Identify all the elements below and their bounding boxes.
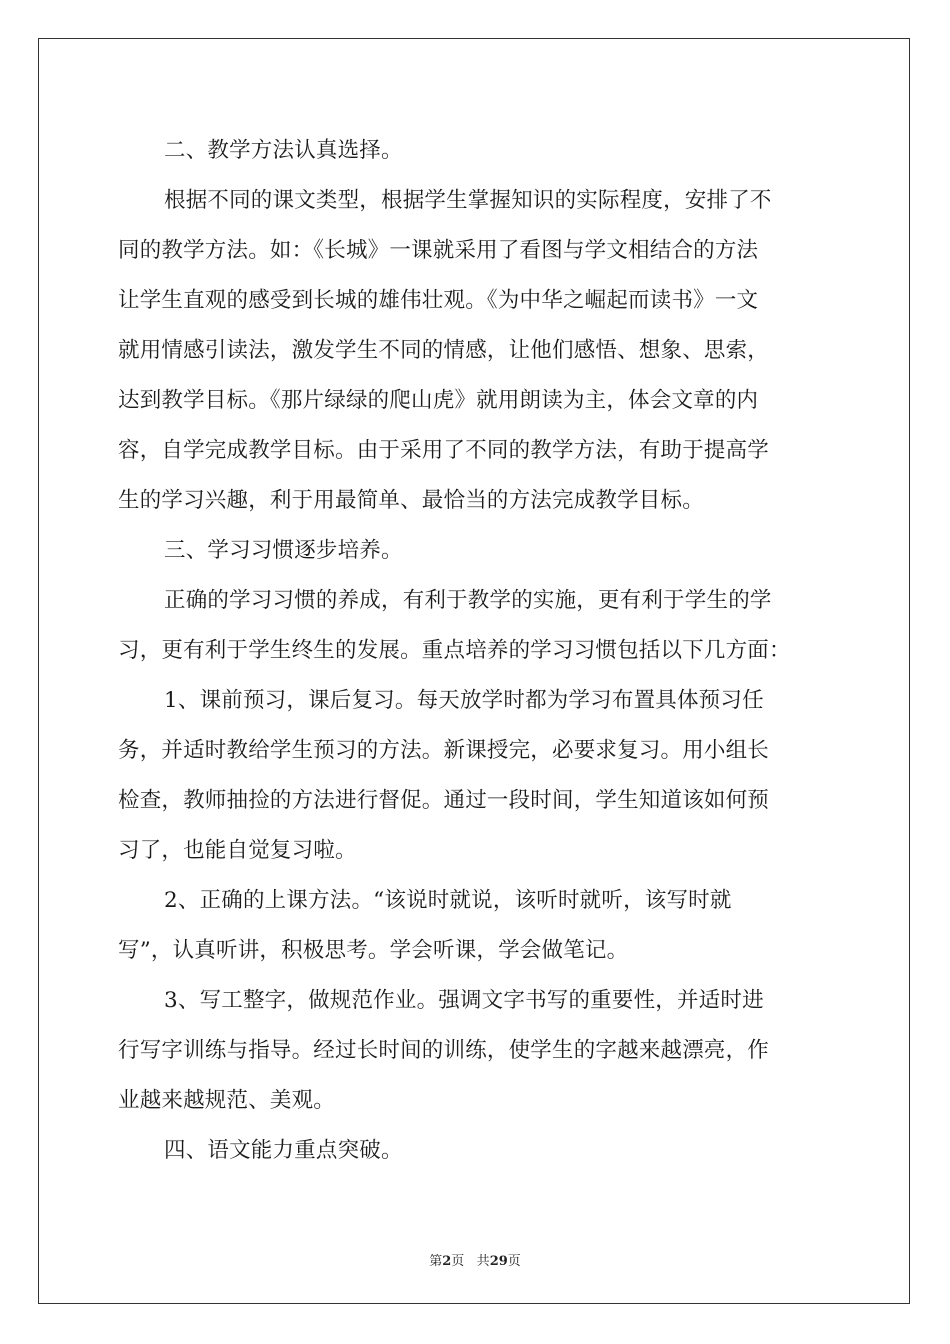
paragraph-line: 检查，教师抽捡的方法进行督促。通过一段时间，学生知道该如何预 <box>118 788 770 813</box>
paragraph-line: 行写字训练与指导。经过长时间的训练，使学生的字越来越漂亮，作 <box>118 1038 770 1063</box>
page-prefix: 第 <box>429 1254 443 1269</box>
page-number: 2 <box>442 1254 452 1269</box>
total-prefix: 共 <box>476 1254 490 1269</box>
paragraph-line: 就用情感引读法，激发学生不同的情感，让他们感悟、想象、思索， <box>118 338 770 363</box>
paragraph-line: 同的教学方法。如：《长城》一课就采用了看图与学文相结合的方法 <box>118 238 759 263</box>
paragraph-line: 务，并适时教给学生预习的方法。新课授完，必要求复习。用小组长 <box>118 738 770 763</box>
paragraph-line: 达到教学目标。《那片绿绿的爬山虎》就用朗读为主，体会文章的内 <box>118 388 759 413</box>
total-suffix: 页 <box>507 1254 521 1269</box>
heading-study-habits: 三、学习习惯逐步培养。 <box>164 538 403 563</box>
total-pages: 29 <box>489 1254 508 1269</box>
heading-teaching-methods: 二、教学方法认真选择。 <box>164 138 403 163</box>
paragraph-line: 正确的学习习惯的养成，有利于教学的实施，更有利于学生的学 <box>164 588 772 613</box>
list-item-3: 3、写工整字，做规范作业。强调文字书写的重要性，并适时进 <box>164 988 764 1013</box>
list-item-1: 1、课前预习，课后复习。每天放学时都为学习布置具体预习任 <box>164 688 764 713</box>
list-item-2: 2、正确的上课方法。“该说时就说，该听时就听，该写时就 <box>164 888 732 913</box>
paragraph-line: 根据不同的课文类型，根据学生掌握知识的实际程度，安排了不 <box>164 188 772 213</box>
paragraph-line: 写”，认真听讲，积极思考。学会听课，学会做笔记。 <box>118 938 629 963</box>
paragraph-line: 容，自学完成教学目标。由于采用了不同的教学方法，有助于提高学 <box>118 438 770 463</box>
paragraph-line: 生的学习兴趣，利于用最简单、最恰当的方法完成教学目标。 <box>118 488 704 513</box>
paragraph-line: 业越来越规范、美观。 <box>118 1088 336 1113</box>
paragraph-line: 习，更有利于学生终生的发展。重点培养的学习习惯包括以下几方面： <box>118 638 791 663</box>
page-footer <box>0 1250 950 1269</box>
page-suffix: 页 <box>451 1254 465 1269</box>
paragraph-line: 习了，也能自觉复习啦。 <box>118 838 357 863</box>
heading-language-ability: 四、语文能力重点突破。 <box>164 1138 403 1163</box>
paragraph-line: 让学生直观的感受到长城的雄伟壮观。《为中华之崛起而读书》一文 <box>118 288 759 313</box>
